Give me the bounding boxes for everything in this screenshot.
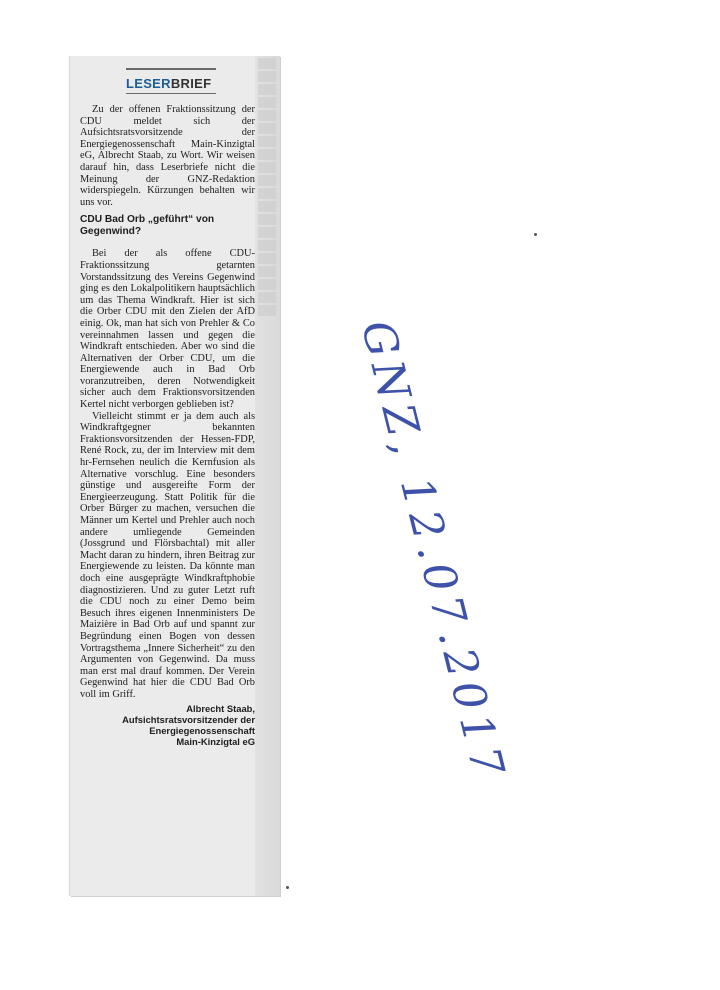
scan-speck xyxy=(534,233,537,236)
section-header xyxy=(126,68,216,94)
paragraph-2: Vielleicht stimmt er ja dem auch als Windkraftgegner bekannten Fraktionsvorsitzenden der Hessen-FDP, René Rock, zu, der im Interview mit dem hr-Fernsehen neulich die Kernfusion als Alternative vorschlug. Eine besonders günstige und ausgereifte Form der Energieerzeugung. Statt Politik für die Orber Bürger zu machen, versuchen die Männer um Kertel und Prehler auch noch andere umliegende Gemeinden (Jossgrund und Flörsbachtal) mit aller Macht daran zu hindern, ihren Beitrag zur Energiewende zu leisten. Da könnte man doch eine ausgeprägte Windkraftphobie diagnostizieren. Und zu guter Letzt ruft die CDU noch zu einer Demo beim Besuch ihres eigenen Innenministers De Maizière in Bad Orb auf und spannt zur Begründung einen Bogen von dessen Vortragsthema „Innere Sicherheit“ zu den Argumenten von Gegenwind. Da muss man erst mal drauf kommen. Der Verein Gegenwind hat hier die CDU Bad Orb voll im Griff. xyxy=(80,410,255,700)
signature-name: Albrecht Staab, xyxy=(186,702,255,714)
adjacent-column-strip xyxy=(255,56,280,896)
letter-column xyxy=(80,68,255,747)
handwritten-source-note: GNZ, 12.07.2017 xyxy=(350,315,515,788)
signature-org: Energiegenossenschaft xyxy=(149,724,255,736)
editor-intro: Zu der offenen Fraktionssitzung der CDU meldet sich der Aufsichtsratsvorsitzende der Energiegenossenschaft Main-Kinzigtal eG, Albrecht Staab, zu Wort. Wir weisen darauf hin, dass Leserbriefe nicht die Meinung der GNZ-Redaktion widerspiegeln. Kürzungen behalten wir uns vor. xyxy=(80,104,255,208)
signature-role: Aufsichtsratsvorsitzender der xyxy=(122,713,255,725)
header-part1: LESER xyxy=(126,76,171,91)
signature-region: Main-Kinzigtal eG xyxy=(176,735,255,747)
paragraph-1: Bei der als offene CDU-Fraktionssitzung getarnten Vorstandssitzung des Vereins Gegenwind ging es den Lokalpolitikern hauptsächlich um das Thema Windkraft. Hier ist sich die Orber CDU mit den Zielen der AfD einig. Ok, man hat sich von Prehler & Co vereinnahmen lassen und gegen die Windkraft entschieden. Aber wo sind die Alternativen der Orber CDU, um die Energiewende auch in Bad Orb voranzutreiben, deren Notwendigkeit sicher auch dem Fraktionsvorsitzenden Kertel nicht verborgen geblieben ist? xyxy=(80,248,255,411)
signature xyxy=(80,703,255,747)
letter-body xyxy=(80,248,255,700)
header-part2: BRIEF xyxy=(170,76,212,91)
letter-headline: CDU Bad Orb „geführt“ von Gegenwind? xyxy=(80,214,215,238)
scan-speck xyxy=(286,886,289,889)
